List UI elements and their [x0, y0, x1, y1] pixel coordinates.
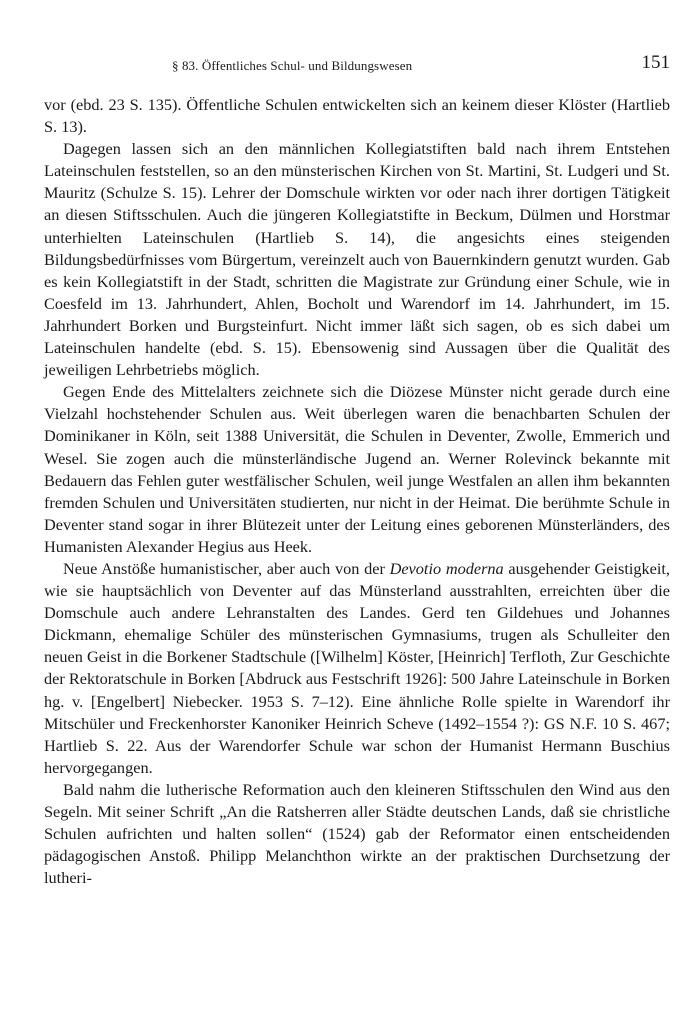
paragraph-humanismus-rest: ausgehender Geistigkeit, wie sie hauptsächlich von Deventer auf das Münsterland ausstrahlten, erreichten über die Domschule auch andere Lehranstalten des Landes. Gerd ten Gildehues und Johannes Dickmann, ehemalige Schüler des münsterischen Gymnasiums, trugen als Schulleiter den neuen Geist in die Borkener Stadtschule ([Wilhelm] Köster, [Heinrich] Terfloth, Zur Geschichte der Rektoratschule in Borken [Abdruck aus Festschrift 1926]: 500 Jahre Lateinschule in Borken hg. v. [Engelbert] Niebecker. 1953 S. 7–12). Eine ähnliche Rolle spielte in Warendorf ihr Mitschüler und Freckenhorster Kanoniker Heinrich Scheve (1492–1554 ?): GS N.F. 10 S. 467; Hartlieb S. 22. Aus der Warendorfer Schule war schon der Humanist Hermann Buschius hervorgegangen. — [44, 558, 670, 777]
running-header-title: § 83. Öffentliches Schul- und Bildungswesen — [172, 58, 413, 73]
book-page — [44, 52, 670, 889]
paragraph-reformation: Bald nahm die lutherische Reformation auch den kleineren Stiftsschulen den Wind aus den Segeln. Mit seiner Schrift „An die Ratsherren aller Städte deutschen Lands, daß sie christliche Schulen aufrichten und halten sollen“ (1524) gab der Reformator einen entscheidenden pädagogischen Anstoß. Philipp Melanchthon wirkte an der praktischen Durchsetzung der lutheri- — [44, 779, 670, 888]
paragraph-humanismus — [44, 558, 670, 779]
paragraph-kollegiatstifte: Dagegen lassen sich an den männlichen Kollegiatstiften bald nach ihrem Entstehen Lateinschulen feststellen, so an den münsterischen Kirchen von St. Martini, St. Ludgeri und St. Mauritz (Schulze S. 15). Lehrer der Domschule wirkten vor oder nach ihrer dortigen Tätigkeit an diesen Stiftsschulen. Auch die jüngeren Kollegiatstifte in Beckum, Dülmen und Horstmar unterhielten Lateinschulen (Hartlieb S. 14), die angesichts eines steigenden Bildungsbedürfnisses vom Bürgertum, vereinzelt auch von Bauernkindern genutzt wurden. Gab es kein Kollegiatstift in der Stadt, schritten die Magistrate zur Gründung einer Schule, wie in Coesfeld im 13. Jahrhundert, Ahlen, Bocholt und Warendorf im 14. Jahrhundert, im 15. Jahrhundert Borken und Burgsteinfurt. Nicht immer läßt sich sagen, ob es sich dabei um Lateinschulen handelte (ebd. S. 15). Ebensowenig sind Aussagen über die Qualität des jeweiligen Lehrbetriebs möglich. — [44, 139, 670, 380]
paragraph-mittelalter: Gegen Ende des Mittelalters zeichnete sich die Diözese Münster nicht gerade durch eine Vielzahl hochstehender Schulen aus. Weit überlegen waren die benachbarten Schulen der Dominikaner in Köln, seit 1388 Universität, die Schulen in Deventer, Zwolle, Emmerich und Wesel. Sie zogen auch die münsterländische Jugend an. Werner Rolevinck bekannte mit Bedauern das Fehlen guter westfälischer Schulen, weil junge Westfalen an allen ihm bekannten fremden Schulen und Universitäten studierten, nur nicht in der Heimat. Die berühmte Schule in Deventer stand sogar in ihrer Blütezeit unter der Leitung eines geborenen Münsterländers, des Humanisten Alexander Hegius aus Heek. — [44, 382, 670, 556]
body-text — [44, 94, 670, 889]
running-header — [44, 52, 670, 78]
paragraph-humanismus-start: Neue Anstöße humanistischer, aber auch von der — [63, 558, 390, 578]
page-number: 151 — [641, 52, 670, 73]
devotio-moderna-term: Devotio moderna — [389, 558, 504, 578]
paragraph-continuation: vor (ebd. 23 S. 135). Öffentliche Schulen entwickelten sich an keinem dieser Klöster (Hartlieb S. 13). — [44, 95, 670, 137]
